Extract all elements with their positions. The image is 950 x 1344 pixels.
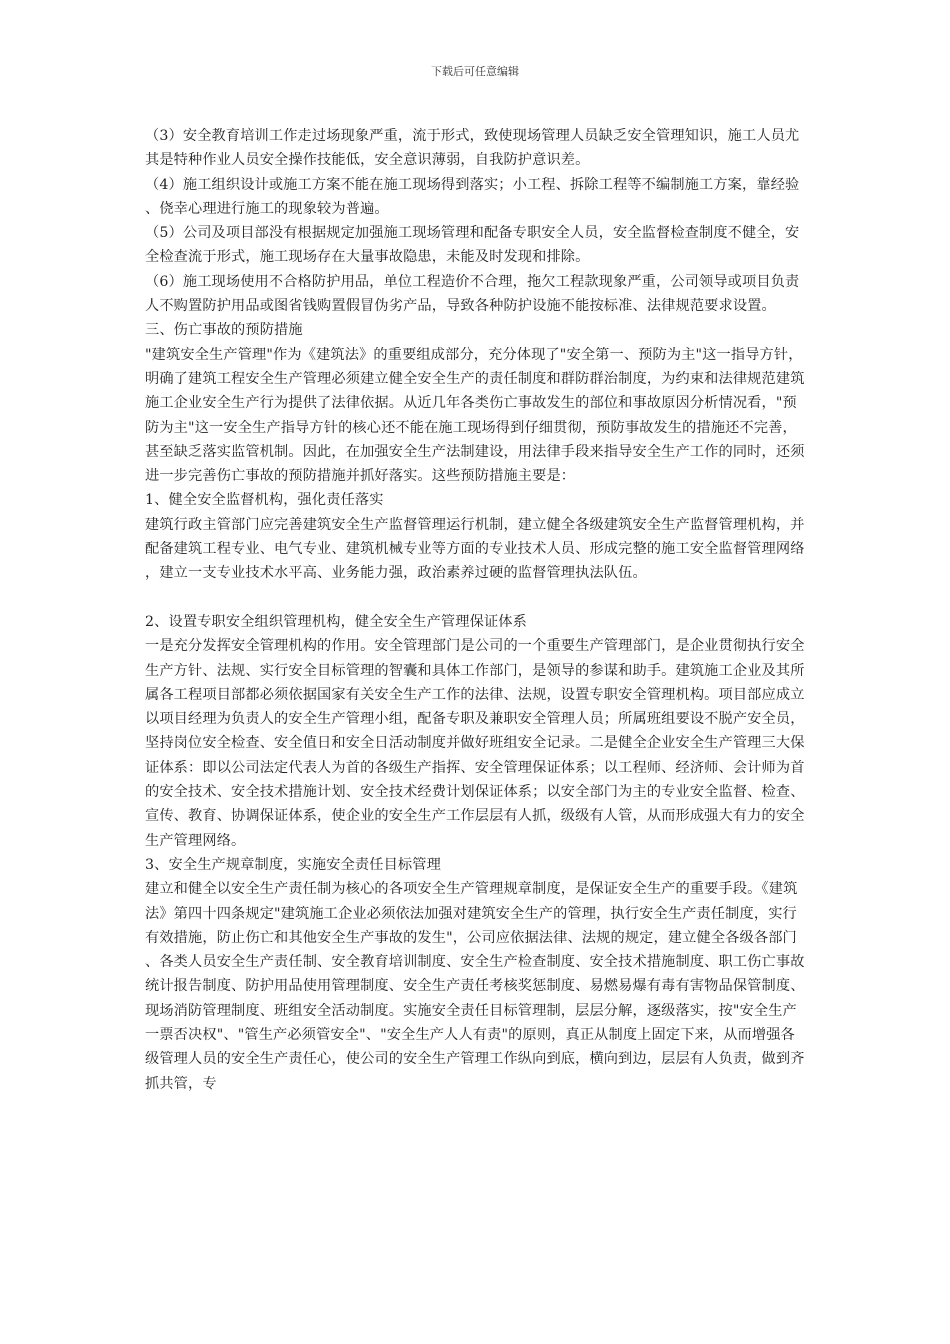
subheading-2: 2、设置专职安全组织管理机构，健全安全生产管理保证体系 — [145, 613, 527, 630]
paragraph-item-4: （4）施工组织设计或施工方案不能在施工现场得到落实；小工程、拆除工程等不编制施工方案，靠经验、侥幸心理进行施工的现象较为普遍。 — [145, 176, 800, 217]
subheading-3: 3、安全生产规章制度，实施安全责任目标管理 — [145, 856, 441, 873]
subheading-1: 1、健全安全监督机构，强化责任落实 — [145, 492, 384, 509]
blank-line — [145, 586, 807, 610]
document-body — [145, 124, 807, 1096]
section-heading-prevention: 三、伤亡事故的预防措施 — [145, 322, 303, 339]
paragraph-measure-3: 建立和健全以安全生产责任制为核心的各项安全生产管理规章制度，是保证安全生产的重要手段。《建筑法》第四十四条规定"建筑施工企业必须依法加强对建筑安全生产的管理，执行安全生产责任制度，实行有效措施，防止伤亡和其他安全生产事故的发生"，公司应依据法律、法规的规定，建立健全各级各部门、各类人员安全生产责任制、安全教育培训制度、安全生产检查制度、安全技术措施制度、职工伤亡事故统计报告制度、防护用品使用管理制度、安全生产责任考核奖惩制度、易燃易爆有毒有害物品保管制度、现场消防管理制度、班组安全活动制度。实施安全责任目标管理制，层层分解，逐级落实，按"安全生产一票否决权"、"管生产必须管安全"、"安全生产人人有责"的原则，真正从制度上固定下来，从而增强各级管理人员的安全生产责任心，使公司的安全生产管理工作纵向到底，横向到边，层层有人负责，做到齐抓共管，专 — [145, 881, 805, 1092]
paragraph-measure-2: 一是充分发挥安全管理机构的作用。安全管理部门是公司的一个重要生产管理部门，是企业贯彻执行安全生产方针、法规、实行安全目标管理的智囊和具体工作部门，是领导的参谋和助手。建筑施工企业及其所属各工程项目部都必须依据国家有关安全生产工作的法律、法规，设置专职安全管理机构。项目部应成立以项目经理为负责人的安全生产管理小组，配备专职及兼职安全管理人员；所属班组要设不脱产安全员，坚持岗位安全检查、安全值日和安全日活动制度并做好班组安全记录。二是健全企业安全生产管理三大保证体系：即以公司法定代表人为首的各级生产指挥、安全管理保证体系；以工程师、经济师、会计师为首的安全技术、安全技术措施计划、安全技术经费计划保证体系；以安全部门为主的专业安全监督、检查、宣传、教育、协调保证体系，使企业的安全生产工作层层有人抓，级级有人管，从而形成强大有力的安全生产管理网络。 — [145, 638, 805, 849]
paragraph-measure-1: 建筑行政主管部门应完善建筑安全生产监督管理运行机制，建立健全各级建筑安全生产监督管理机构，并配备建筑工程专业、电气专业、建筑机械专业等方面的专业技术人员、形成完整的施工安全监督管理网络，建立一支专业技术水平高、业务能力强，政治素养过硬的监督管理执法队伍。 — [145, 516, 805, 582]
paragraph-item-3: （3）安全教育培训工作走过场现象严重，流于形式，致使现场管理人员缺乏安全管理知识，施工人员尤其是特种作业人员安全操作技能低，安全意识薄弱，自我防护意识差。 — [145, 128, 800, 169]
page-header: 下载后可任意编辑 — [431, 65, 519, 78]
paragraph-item-5: （5）公司及项目部没有根据规定加强施工现场管理和配备专职安全人员，安全监督检查制度不健全，安全检查流于形式，施工现场存在大量事故隐患，未能及时发现和排除。 — [145, 225, 800, 266]
paragraph-item-6: （6）施工现场使用不合格防护用品，单位工程造价不合理，拖欠工程款现象严重，公司领导或项目负责人不购置防护用品或图省钱购置假冒伪劣产品，导致各种防护设施不能按标准、法律规范要求设置。 — [145, 273, 800, 315]
paragraph-intro: "建筑安全生产管理"作为《建筑法》的重要组成部分，充分体现了"安全第一、预防为主"这一指导方针，明确了建筑工程安全生产管理必须建立健全安全生产的责任制度和群防群治制度，为约束和法律规范建筑施工企业安全生产行为提供了法律依据。从近几年各类伤亡事故发生的部位和事故原因分析情况看，"预防为主"这一安全生产指导方针的核心还不能在施工现场得到仔细贯彻，预防事故发生的措施还不完善，甚至缺乏落实监管机制。因此，在加强安全生产法制建设，用法律手段来指导安全生产工作的同时，还须进一步完善伤亡事故的预防措施并抓好落实。这些预防措施主要是： — [145, 346, 805, 485]
